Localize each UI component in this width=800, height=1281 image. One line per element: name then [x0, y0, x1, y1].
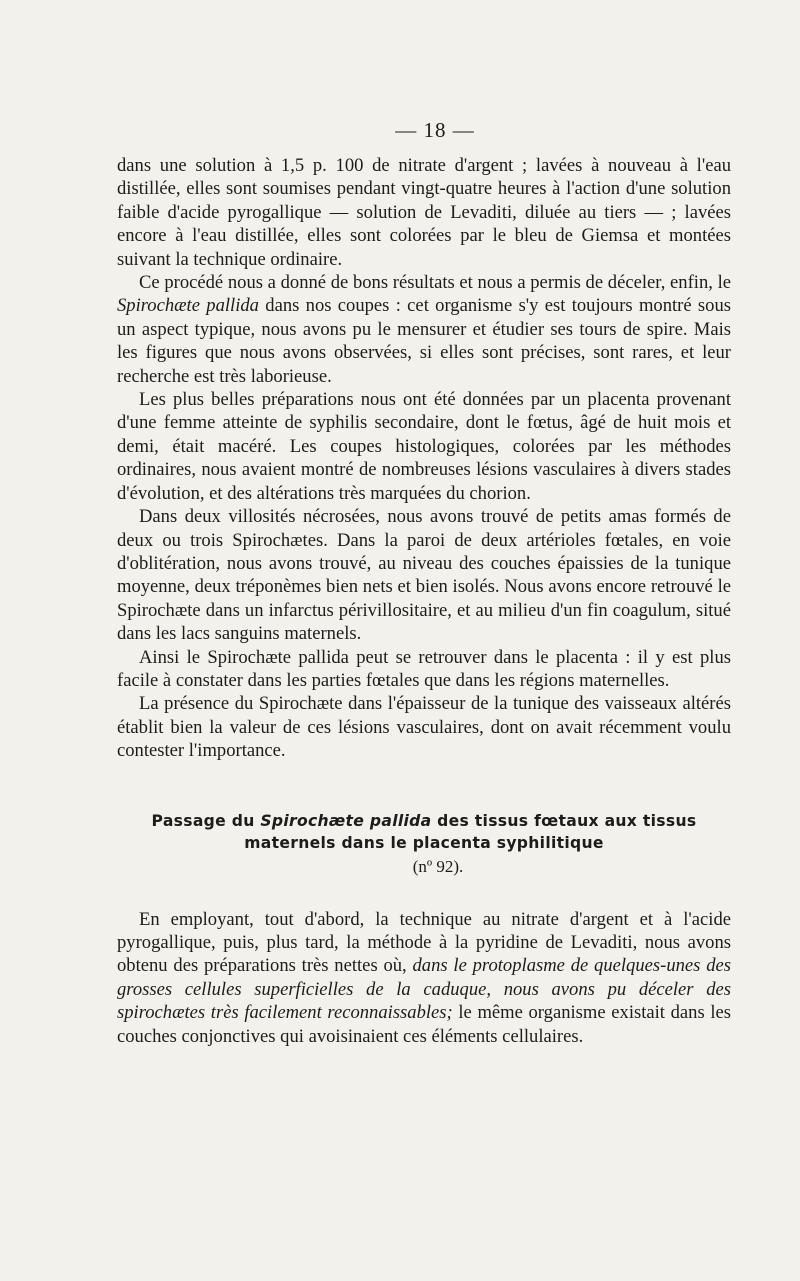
section-heading-italic: Spirochæte pallida [260, 811, 432, 830]
document-page [117, 118, 731, 1048]
section-heading-text-a: Passage du [151, 811, 261, 830]
section-reference: (nº 92). [412, 856, 464, 876]
paragraph-2-text-a: Ce procédé nous a donné de bons résultats et nous a permis de déceler, enfin, le [139, 272, 731, 294]
section-heading [117, 810, 731, 854]
section-heading-text-b: des tissus fœtaux aux tissus maternels dans le placenta syphilitique [244, 811, 697, 852]
paragraph-3: Les plus belles préparations nous ont été données par un placenta provenant d'une femme atteinte de syphilis secondaire, dont le fœtus, âgé de huit mois et demi, était macéré. Les coupes histologiques, colorées par les méthodes ordinaires, nous avaient montré de nombreuses lésions vasculaires à divers stades d'évolution, et des altérations très marquées du chorion. [117, 389, 731, 504]
section-paragraph [117, 908, 731, 1048]
body-text [117, 154, 731, 763]
section-paragraph-text-a: En employant, tout d'abord, la technique au nitrate d'argent et à l'acide pyrogallique, puis, plus tard, la méthode à la pyridine de Levaditi, nous avons obtenu des préparations très nettes où, [117, 908, 731, 977]
section-paragraph-italic: dans le protoplasme de quelques-unes des grosses cellules superficielles de la caduque, nous avons pu déceler des spirochætes très facilement reconnaissables; [117, 955, 731, 1024]
section-paragraph-text-b: le même organisme existait dans les couches conjonctives qui avoisinaient ces éléments cellulaires. [117, 1002, 731, 1047]
paragraph-5: Ainsi le Spirochæte pallida peut se retrouver dans le placenta : il y est plus facile à constater dans les parties fœtales que dans les régions maternelles. [117, 646, 731, 691]
paragraph-4: Dans deux villosités nécrosées, nous avons trouvé de petits amas formés de deux ou trois Spirochætes. Dans la paroi de deux artérioles fœtales, en voie d'oblitération, nous avons trouvé, au niveau des couches épaissies de la tunique moyenne, deux tréponèmes bien nets et bien isolés. Nous avons encore retrouvé le Spirochæte dans un infarctus périvillositaire, et au milieu d'un fin coagulum, situé dans les lacs sanguins maternels. [117, 506, 731, 645]
page-number: — 18 — [395, 118, 475, 142]
section-body [117, 908, 731, 1048]
paragraph-6: La présence du Spirochæte dans l'épaisseur de la tunique des vaisseaux altérés établit bien la valeur de ces lésions vasculaires, dont on avait récemment voulu contester l'importance. [117, 693, 731, 762]
paragraph-2-text-b: dans nos coupes : cet organisme s'y est toujours montré sous un aspect typique, nous avons pu le mensurer et étudier ses tours de spire. Mais les figures que nous avons observées, si elles sont précises, sont rares, et leur recherche est très laborieuse. [117, 295, 731, 387]
paragraph-2 [117, 271, 731, 388]
paragraph-1: dans une solution à 1,5 p. 100 de nitrate d'argent ; lavées à nouveau à l'eau distillée, elles sont soumises pendant vingt-quatre heures à l'action d'une solution faible d'acide pyrogallique — solution de Levaditi, diluée au tiers — ; lavées encore à l'eau distillée, elles sont colorées par le bleu de Giemsa et montées suivant la technique ordinaire. [117, 155, 731, 270]
paragraph-2-italic: Spirochæte pallida [117, 295, 259, 317]
